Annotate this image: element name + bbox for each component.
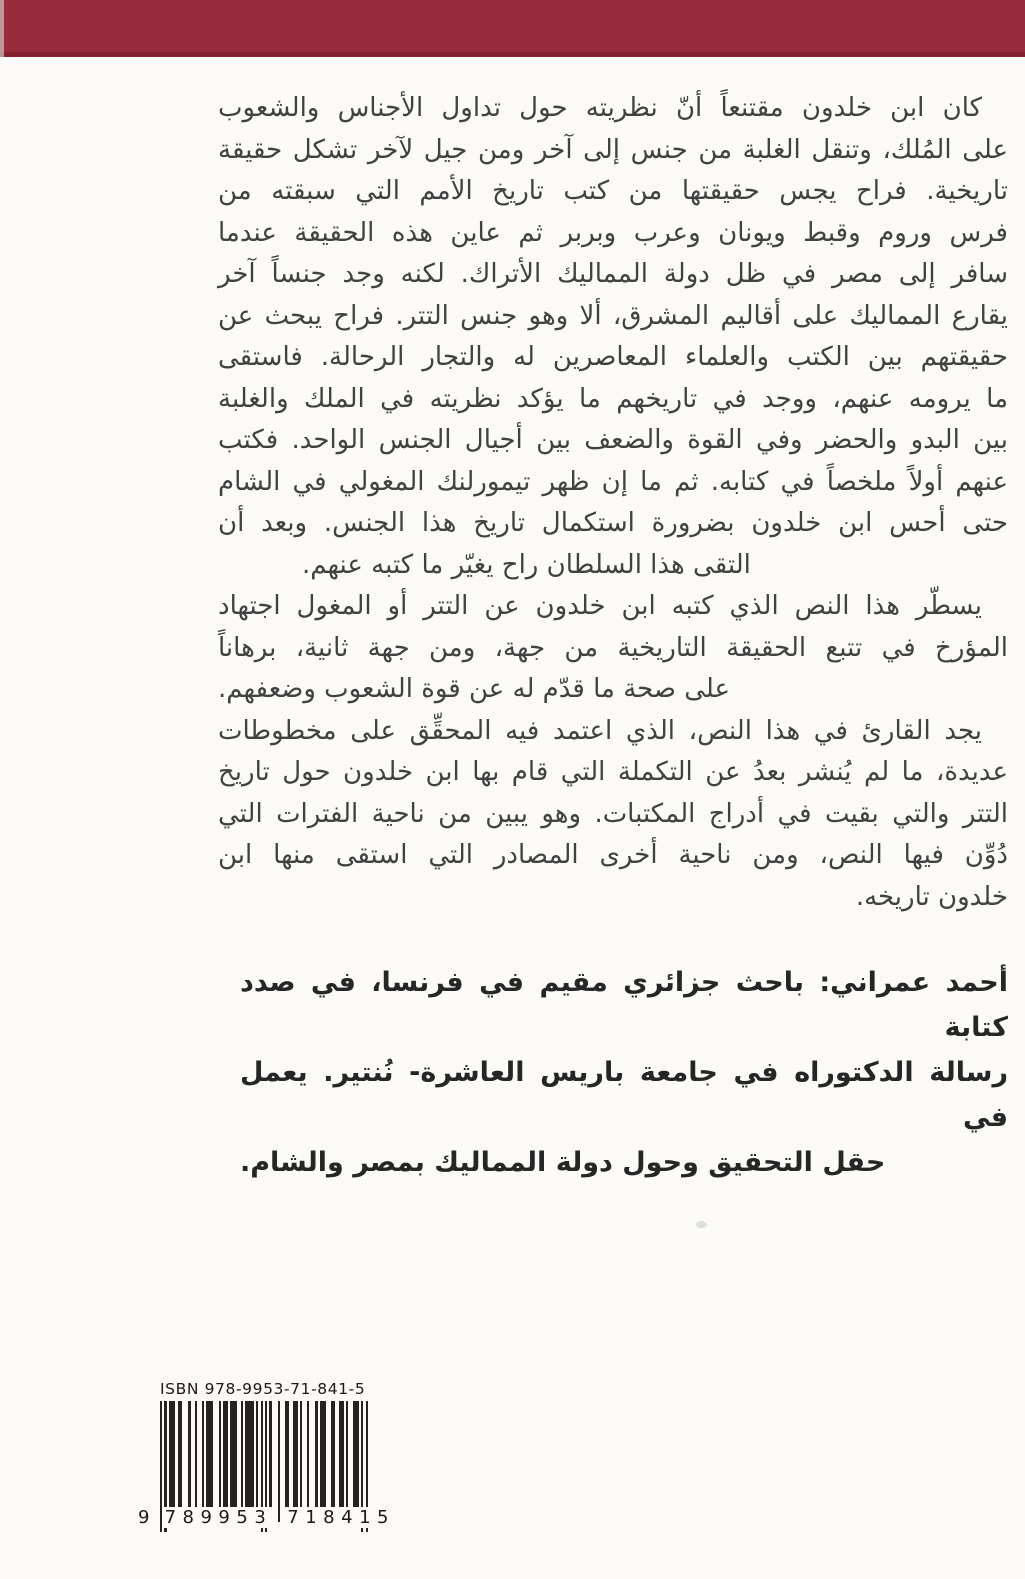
text-line: خلدون تاريخه. [855, 881, 1008, 912]
text-line: يسطّر هذا النص الذي كتبه ابن خلدون عن التتر أو المغول اجتهاد [218, 591, 982, 621]
body-text [218, 88, 1008, 918]
barcode-digit-group: 718415 [284, 1507, 398, 1528]
isbn-label: ISBN 978-9953-71-841-5 [160, 1380, 366, 1398]
text-line: حتى أحس ابن خلدون بضرورة استكمال تاريخ هذا الجنس. وبعد أن [218, 508, 1008, 538]
text-line: بين البدو والحضر وفي القوة والضعف بين أجيال الجنس الواحد. فكتب [218, 425, 1008, 455]
author-bio [218, 960, 1008, 1185]
text-line: كان ابن خلدون مقتنعاً أنّ نظريته حول تداول الأجناس والشعوب [218, 93, 982, 123]
top-red-band [0, 0, 1025, 57]
barcode-digit-group: 9 [138, 1507, 150, 1528]
barcode-digit-group: 789953 [162, 1507, 276, 1528]
text-line: أحمد عمراني: باحث جزائري مقيم في فرنسا، في صدد كتابة [240, 967, 1008, 1043]
text-line: عديدة، ما لم يُنشر بعدُ عن التكملة التي قام بها ابن خلدون حول تاريخ [218, 757, 1008, 787]
text-line: رسالة الدكتوراه في جامعة باريس العاشرة- نُنتير. يعمل في [240, 1057, 1008, 1133]
isbn-barcode-block [138, 1380, 398, 1528]
text-line: المؤرخ في تتبع الحقيقة التاريخية من جهة، ومن جهة ثانية، برهاناً [218, 632, 1008, 663]
text-line: عنهم أولاً ملخصاً في كتابه. ثم ما إن ظهر تيمورلنك المغولي في الشام [218, 466, 1008, 497]
text-line: دُوِّن فيها النص، ومن ناحية أخرى المصادر التي استقى منها ابن [218, 840, 1008, 870]
text-line: التقى هذا السلطان راح يغيّر ما كتبه عنهم. [302, 549, 751, 580]
text-line: يقارع المماليك على أقاليم المشرق، ألا وهو جنس التتر. فراح يبحث عن [218, 300, 1008, 331]
text-line: ما يرومه عنهم، ووجد في تاريخهم ما يؤكد نظريته في الملك والغلبة [218, 383, 1008, 414]
scan-speck [696, 1221, 707, 1228]
text-line: على صحة ما قدّم له عن قوة الشعوب وضعفهم. [218, 674, 731, 704]
text-line: فرس وروم وقبط ويونان وعرب وبربر ثم عاين هذه الحقيقة عندما [218, 217, 1008, 248]
text-line: يجد القارئ في هذا النص، الذي اعتمد فيه المحقِّق على مخطوطات [218, 715, 982, 746]
scan-edge-artifact [0, 0, 4, 57]
text-line: التتر والتي بقيت في أدراج المكتبات. وهو يبين من ناحية الفترات التي [218, 798, 1008, 829]
text-line: على المُلك، وتنقل الغلبة من جنس إلى آخر ومن جيل لآخر تشكل حقيقة [218, 134, 1008, 165]
text-line: تاريخية. فراح يجس حقيقتها من كتب تاريخ الأمم التي سبقته من [218, 176, 1008, 206]
text-line: حقيقتهم بين الكتب والعلماء المعاصرين له والتجار الرحالة. فاستقى [218, 342, 1008, 372]
barcode-digits [138, 1507, 398, 1528]
text-line: حقل التحقيق وحول دولة المماليك بمصر والشام. [240, 1147, 886, 1178]
text-line: سافر إلى مصر في ظل دولة المماليك الأتراك. لكنه وجد جنساً آخر [218, 259, 1008, 289]
